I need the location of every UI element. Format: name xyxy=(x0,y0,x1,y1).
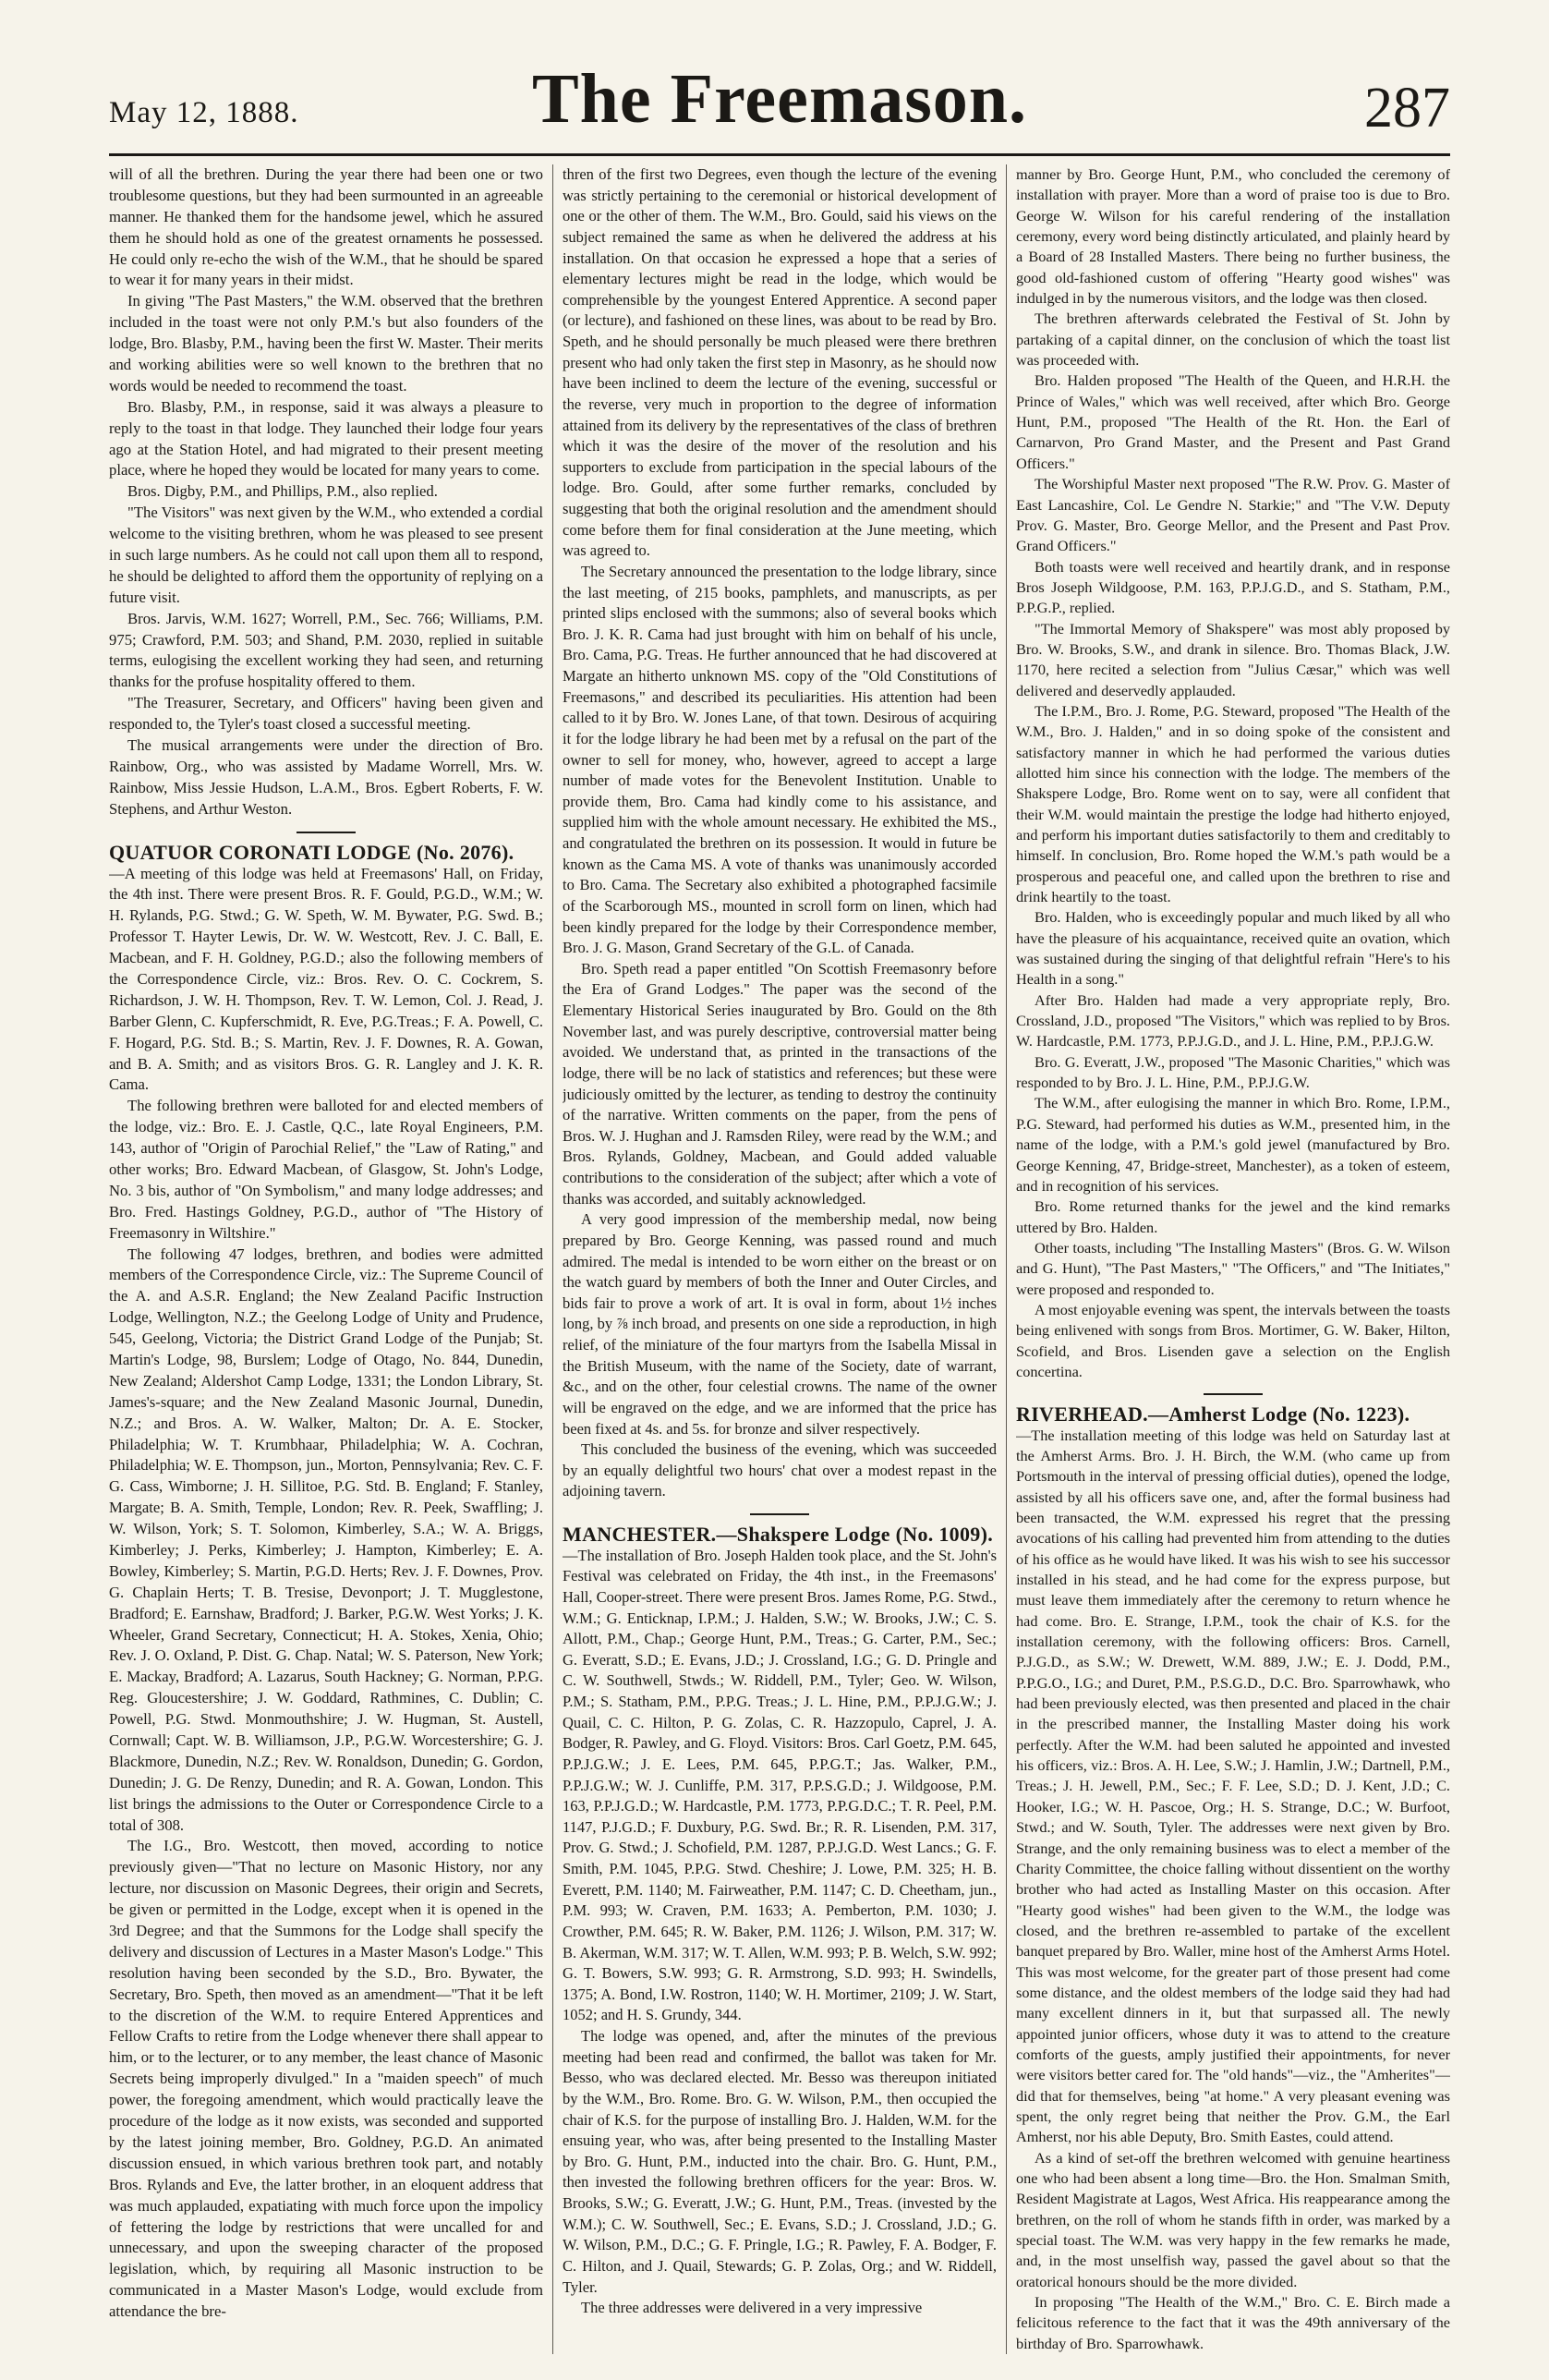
column-1 xyxy=(109,164,543,2354)
paragraph: The Secretary announced the presentation to the lodge library, since the last meeting, of 215 books, pamphlets, and manuscripts, as per printed slips enclosed with the summons; also of several books which Bro. J. K. R. Cama had just brought with him on behalf of his uncle, Bro. Cama, P.G. Treas. He further announced that he had discovered at Margate an hitherto unknown MS. copy of the "Old Constitutions of Freemasons," and described its peculiarities. His attention had been called to it by Bro. W. Jones Lane, of that town. Desirous of acquiring it for the lodge library he had been met by a refusal on the part of the owner to sell for money, who, however, agreed to accept a large number of made votes for the Benevolent Institution. Unable to provide them, Bro. Cama had kindly come to his assistance, and supplied him with the whole amount necessary. He exhibited the MS., and congratulated the brethren on its possession. It would in future be known as the Cama MS. A vote of thanks was unanimously accorded to Bro. Cama. The Secretary also exhibited a photographed facsimile of the Scarborough MS., mounted in scroll form on linen, which had been kindly prepared for the lodge by their Correspondence member, Bro. J. G. Mason, Grand Secretary of the G.L. of Canada. xyxy=(563,562,997,957)
paragraph: Bro. G. Everatt, J.W., proposed "The Masonic Charities," which was responded to by Bro. J. L. Hine, P.M., P.P.J.G.W. xyxy=(1016,1052,1450,1092)
paragraph: The brethren afterwards celebrated the Festival of St. John by partaking of a capital dinner, on the conclusion of which the toast list was proceeded with. xyxy=(1016,310,1450,370)
section-separator xyxy=(1204,1393,1263,1395)
paragraph: This concluded the business of the evening, which was succeeded by an equally delightful two hours' chat over a modest repast in the adjoining tavern. xyxy=(563,1440,997,1500)
section-separator xyxy=(296,832,356,833)
paragraph: The following 47 lodges, brethren, and bodies were admitted members of the Correspondence Circle, viz.: The Supreme Council of the A. and A.S.R. England; the New Zealand Pacific Instruction Lodge, Wellington, N.Z.; the Geelong Lodge of Unity and Prudence, 545, Geelong, Victoria; the District Grand Lodge of the Punjab; St. Martin's Lodge, 98, Burslem; Lodge of Otago, No. 844, Dunedin, New Zealand; Aldershot Camp Lodge, 1331; the London Library, St. James's-square; and the New Zealand Masonic Journal, Dunedin, N.Z.; and Bros. A. W. Walker, Malton; Dr. A. E. Stocker, Philadelphia; W. T. Krumbhaar, Philadelphia; W. A. Cochran, Philadelphia; W. E. Thompson, jun., Morton, Pennsylvania; Rev. C. F. G. Cass, Wimborne; J. H. Sillitoe, P.G. Std. B. England; F. Stanley, Margate; B. A. Smith, Temple, London; Rev. R. Peek, Swaffling; J. W. Wilson, York; S. T. Solomon, Kimberley, S.A.; W. A. Briggs, Kimberley; J. Perks, Kimberley; J. Hampton, Kimberley; E. A. Bowley, Kimberley; S. Martin, P.G.D. Herts; Rev. J. F. Downes, Prov. G. Chaplain Herts; T. B. Tresise, Devonport; J. T. Mugglestone, Bradford; E. Earnshaw, Bradford; J. Barker, P.G.W. West Yorks; J. K. Wheeler, Grand Secretary, Connecticut; H. A. Stokes, Xenia, Ohio; Rev. J. O. Oxland, P. Dist. G. Chap. Natal; W. S. Paterson, New York; E. Mackay, Bradford; A. Lazarus, South Hackney; G. Norman, P.P.G. Reg. Gloucestershire; J. W. Goddard, Rathmines, C. Dublin; C. Powell, P.G. Stwd. Monmouthshire; J. W. Hugman, St. Austell, Cornwall; Capt. W. B. Williamson, J.P., P.G.W. Worcestershire; G. J. Blackmore, Dunedin, N.Z.; Rev. W. Ronaldson, Dunedin; G. Gordon, Dunedin; J. G. De Renzy, Dunedin; and R. A. Gowan, London. This list brings the admissions to the Outer or Correspondence Circle to a total of 308. xyxy=(109,1245,543,1834)
paragraph: In giving "The Past Masters," the W.M. observed that the brethren included in the toast were not only P.M.'s but also founders of the lodge, Bro. Blasby, P.M., having been the first W. Master. Their merits and working abilities were so well known to the brethren that no words would be needed to recommend the toast. xyxy=(109,292,543,395)
paragraph: thren of the first two Degrees, even though the lecture of the evening was strictly pertaining to the ceremonial or historical development of one or the other of them. The W.M., Bro. Gould, said his views on the subject remained the same as when he delivered the address at his installation. On that occasion he expressed a hope that a series of elementary lectures might be read in the lodge, which would be comprehensible by the youngest Entered Apprentice. A second paper (or lecture), and fashioned on these lines, was about to be read by Bro. Speth, and he should personally be much pleased were there brethren present who had only taken the first step in Masonry, as he should now have been inclined to deem the lecture of the evening, successful or the reverse, very much in proportion to the degree of information attained from its delivery by the representatives of the class of brethren which it was the desire of the mover of the resolution and his supporters to exclude from participation in the special labours of the lodge. Bro. Gould, after some further remarks, concluded by suggesting that both the original resolution and the amendment should come before them for final consideration at the June meeting, which was agreed to. xyxy=(563,165,997,560)
paragraph: In proposing "The Health of the W.M.," Bro. C. E. Birch made a felicitous reference to the fact that it was the 49th anniversary of the birthday of Bro. Sparrowhawk. xyxy=(1016,2293,1450,2352)
paragraph: —The installation of Bro. Joseph Halden took place, and the St. John's Festival was celebrated on Friday, the 4th inst., in the Freemasons' Hall, Cooper-street. There were present Bros. James Rome, P.G. Stwd., W.M.; G. Enticknap, I.P.M.; J. Halden, S.W.; W. Brooks, J.W.; C. S. Allott, P.M., Chap.; George Hunt, P.M., Treas.; G. Carter, P.M., Sec.; G. Everatt, S.D.; E. Evans, J.D.; J. Crossland, I.G.; G. D. Pringle and C. W. Southwell, Stwds.; W. Riddell, P.M., Tyler; Geo. W. Wilson, P.M.; S. Statham, P.M., P.P.G. Treas.; J. L. Hine, P.M., P.P.J.G.W.; J. Quail, C. C. Hilton, P. G. Zolas, C. R. Hazzopulo, Caprel, J. A. Bodger, R. Pawley, and G. Floyd. Visitors: Bros. Carl Goetz, P.M. 645, P.P.J.G.W.; J. E. Lees, P.M. 645, P.P.G.T.; Jas. Walker, P.M., P.P.J.G.W.; W. J. Cunliffe, P.M. 317, P.P.S.G.D.; J. Wildgoose, P.M. 163, P.P.J.G.D.; W. Hardcastle, P.M. 1773, P.P.G.D.C.; T. R. Peel, P.M. 1147, P.J.G.D.; F. Duxbury, P.G. Swd. Br.; R. R. Lisenden, P.M. 317, Prov. G. Stwd.; J. Schofield, P.M. 1287, P.P.J.G.D. West Lancs.; G. F. Smith, P.M. 1045, P.P.G. Stwd. Cheshire; J. Lowe, P.M. 325; H. B. Everett, P.M. 1140; M. Fairweather, P.M. 1147; C. D. Cheetham, jun., P.M. 993; W. Craven, P.M. 1633; A. Pemberton, P.M. 1030; J. Crowther, P.M. 645; R. W. Baker, P.M. 1126; J. Wilson, P.M. 317; W. B. Akerman, W.M. 317; W. T. Allen, W.M. 993; P. B. Welch, S.W. 992; G. T. Bowers, S.W. 993; G. R. Armstrong, S.D. 993; H. Swindells, 1375; A. Bond, I.W. Rostron, 1140; W. H. Mortimer, 2109; J. W. Start, 1052; and H. S. Grundy, 344. xyxy=(563,1546,997,2024)
paragraph: The W.M., after eulogising the manner in which Bro. Rome, I.P.M., P.G. Steward, had performed his duties as W.M., presented him, in the name of the lodge, with a P.M.'s gold jewel (manufactured by Bro. George Kenning, 47, Bridge-street, Manchester), as a token of esteem, and in recognition of his services. xyxy=(1016,1094,1450,1195)
paragraph: "The Treasurer, Secretary, and Officers" having been given and responded to, the Tyler's toast closed a successful meeting. xyxy=(109,694,543,734)
newspaper-title: The Freemason. xyxy=(531,60,1028,138)
paragraph: Both toasts were well received and heartily drank, and in response Bros Joseph Wildgoose, P.M. 163, P.P.J.G.D., and S. Statham, P.M., P.P.G.P., replied. xyxy=(1016,557,1450,617)
section-heading: QUATUOR CORONATI LODGE (No. 2076). xyxy=(109,840,514,864)
paragraph: Other toasts, including "The Installing Masters" (Bros. G. W. Wilson and G. Hunt), "The Past Masters," "The Officers," and "The Initiates," were proposed and responded to. xyxy=(1016,1238,1450,1298)
paragraph: Bros. Jarvis, W.M. 1627; Worrell, P.M., Sec. 766; Williams, P.M. 975; Crawford, P.M. 503; and Shand, P.M. 2030, replied in suitable terms, eulogising the excellent working they had seen, and returning thanks for the profuse hospitality offered to them. xyxy=(109,609,543,691)
paragraph: Bros. Digby, P.M., and Phillips, P.M., also replied. xyxy=(127,482,438,501)
paragraph: Bro. Rome returned thanks for the jewel and the kind remarks uttered by Bro. Halden. xyxy=(1016,1197,1450,1236)
column-divider xyxy=(1006,164,1007,2354)
page-number: 287 xyxy=(1364,77,1450,140)
paragraph: A very good impression of the membership medal, now being prepared by Bro. George Kenning, was passed round and much admired. The medal is intended to be worn either on the breast or on the watch guard by members of both the Inner and Outer Circles, and bids fair to prove a work of art. It is oval in form, about 1½ inches long, by ⅞ inch broad, and presents on one side a reproduction, in high relief, of the miniature of the four martyrs from the Isabella Missal in the British Museum, with the name of the Society, date of warrant, &c., and on the other, four celestial crowns. The name of the owner will be engraved on the edge, and we are informed that the price has been fixed at 4s. and 5s. for bronze and silver respectively. xyxy=(563,1210,997,1438)
paragraph: The three addresses were delivered in a very impressive xyxy=(581,2299,923,2317)
paragraph: The I.G., Bro. Westcott, then moved, according to notice previously given—"That no lecture on Masonic History, nor any lecture, nor discussion on Masonic Degrees, their origin and Secrets, be given or permitted in the Lodge, except when it is opened in the 3rd Degree; and that the Summons for the Lodge shall specify the delivery and discussion of Lectures in a Master Mason's Lodge." This resolution having been seconded by the S.D., Bro. Bywater, the Secretary, Bro. Speth, then moved as an amendment—"That it be left to the discretion of the W.M. to require Entered Apprentices and Fellow Crafts to retire from the Lodge whenever there shall appear to him, or to the lecturer, or to any member, the least chance of Masonic Secrets being improperly divulged." In a "maiden speech" of much power, the foregoing amendment, which would practically leave the procedure of the lodge as it now exists, was seconded and supported by the latest joining member, Bro. Goldney, P.G.D. An animated discussion ensued, in which various brethren took part, and notably Bros. Rylands and Eve, the latter brother, in an eloquent address that was much applauded, expatiating with much force upon the impolicy of fettering the lodge by restrictions that were uncalled for and unnecessary, and upon the sweeping character of the proposed legislation, which, by requiring all Masonic instruction to be communicated in a Master Mason's Lodge, would exclude from attendance the bre- xyxy=(109,1837,543,2321)
issue-date: May 12, 1888. xyxy=(109,96,299,129)
paragraph: "The Visitors" was next given by the W.M., who extended a cordial welcome to the visiting brethren, whom he was pleased to see present in such large numbers. As he could not call upon them all to respond, he should be delighted to afford them the opportunity of replying on a future visit. xyxy=(109,504,543,606)
paragraph: After Bro. Halden had made a very appropriate reply, Bro. Crossland, J.D., proposed "The Visitors," which was replied to by Bros. W. Hardcastle, P.M. 1773, P.P.J.G.D., and J. L. Hine, P.M., P.P.J.G.W. xyxy=(1016,990,1450,1050)
masthead xyxy=(109,52,1450,156)
article-columns xyxy=(109,164,1450,2354)
paragraph: "The Immortal Memory of Shakspere" was most ably proposed by Bro. W. Brooks, S.W., and drank in silence. Bro. Thomas Black, J.W. 1170, here recited a selection from "Julius Cæsar," which was well delivered and deservedly applauded. xyxy=(1016,619,1450,699)
paragraph: manner by Bro. George Hunt, P.M., who concluded the ceremony of installation with prayer. More than a word of praise too is due to Bro. George W. Wilson for his careful rendering of the installation ceremony, every word being distinctly articulated, and plainly heard by a Board of 28 Installed Masters. There being no further business, the good old-fashioned custom of offering "Hearty good wishes" was indulged in by the numerous visitors, and the lodge was then closed. xyxy=(1016,165,1450,308)
paragraph: Bro. Halden proposed "The Health of the Queen, and H.R.H. the Prince of Wales," which was well received, after which Bro. George Hunt, P.M., proposed "The Health of the Rt. Hon. the Earl of Carnarvon, Pro Grand Master, and the Present and Past Grand Officers." xyxy=(1016,371,1450,472)
section-separator xyxy=(750,1513,809,1515)
paragraph: will of all the brethren. During the year there had been one or two troublesome questions, but they had been surmounted in an agreeable manner. He thanked them for the handsome jewel, which he assured them he should hold as one of the greatest ornaments he possessed. He could only re-echo the wish of the W.M., that he should be spared to wear it for many years in their midst. xyxy=(109,165,543,289)
paragraph: The following brethren were balloted for and elected members of the lodge, viz.: Bro. E. J. Castle, Q.C., late Royal Engineers, P.M. 143, author of "Origin of Parochial Relief," the "Law of Rating," and other works; Bro. Edward Macbean, of Glasgow, St. John's Lodge, No. 3 bis, author of "On Symbolism," and many lodge addresses; and Bro. Fred. Hastings Goldney, P.G.D., author of "The History of Freemasonry in Wiltshire." xyxy=(109,1097,543,1242)
column-3 xyxy=(1016,164,1450,2354)
paragraph: Bro. Halden, who is exceedingly popular and much liked by all who have the pleasure of his acquaintance, received quite an ovation, which was sustained during the singing of that delightful refrain "Here's to his Health in a song." xyxy=(1016,908,1450,989)
paragraph: Bro. Blasby, P.M., in response, said it was always a pleasure to reply to the toast in that lodge. They launched their lodge four years ago at the Station Hotel, and had migrated to their present meeting place, where he hoped they would be located for many years to come. xyxy=(109,397,543,480)
section-heading: RIVERHEAD.—Amherst Lodge (No. 1223). xyxy=(1016,1402,1410,1427)
paragraph: The Worshipful Master next proposed "The R.W. Prov. G. Master of East Lancashire, Col. Le Gendre N. Starkie;" and "The V.W. Deputy Prov. G. Master, Bro. George Mellor, and the Present and Past Prov. Grand Officers." xyxy=(1016,475,1450,555)
column-2 xyxy=(563,164,997,2354)
paragraph: As a kind of set-off the brethren welcomed with genuine heartiness one who had been absent a long time—Bro. the Hon. Smalman Smith, Resident Magistrate at Lagos, West Africa. His reappearance among the brethren, on the roll of whom he stands fifth in order, was marked by a special toast. The W.M. was very happy in the few remarks he made, and, in the most unselfish way, passed the gavel about so that the oratorical honours should be the more divided. xyxy=(1016,2148,1450,2290)
paragraph: Bro. Speth read a paper entitled "On Scottish Freemasonry before the Era of Grand Lodges." The paper was the second of the Elementary Historical Series inaugurated by Bro. Gould on the 8th November last, and was purely descriptive, controversial matter being avoided. We understand that, as printed in the transactions of the lodge, there will be no lack of statistics and references; but these were judiciously omitted by the lecturer, as tending to destroy the continuity of the narrative. Written comments on the paper, from the pens of Bros. W. J. Hughan and J. Ramsden Riley, were read by the W.M.; and Bros. Rylands, Goldney, Macbean, and Gould added valuable contributions to the consideration of the subject; after which a vote of thanks was accorded, and suitably acknowledged. xyxy=(563,959,997,1208)
section-heading: MANCHESTER.—Shakspere Lodge (No. 1009). xyxy=(563,1523,993,1546)
paragraph: —The installation meeting of this lodge was held on Saturday last at the Amherst Arms. Bro. J. H. Birch, the W.M. (who came up from Portsmouth in the interval of pressing official duties), opened the lodge, assisted by all his officers save one, and, after the formal business had been transacted, the W.M. expressed his regret that the pressing avocations of his calling had prevented him from attending to the duties of his office as he would have liked. It was his wish to see his successor installed in his stead, and he had come for the express purpose, but must leave them immediately after the ceremony to return whence he had come. Bro. E. Strange, I.P.M., took the chair of K.S. for the installation ceremony, with the following officers: Bros. Carnell, P.J.G.D., as S.W.; W. Drewett, W.M. 889, J.W.; E. J. Dodd, P.M., P.P.G.O., I.G.; and Duret, P.M., P.S.G.D., D.C. Bro. Sparrowhawk, who had been previously elected, was then presented and placed in the chair in the prescribed manner, the Installing Master doing his work perfectly. After the W.M. had been saluted he appointed and invested his officers, viz.: Bros. A. H. Lee, S.W.; J. Hamlin, J.W.; Dartnell, P.M., Treas.; J. H. Jewell, P.M., Sec.; F. F. Lee, S.D.; D. J. Kent, J.D.; C. Hooker, I.G.; W. H. Pascoe, Org.; H. S. Strange, D.C.; W. Burfoot, Stwd.; and W. South, Tyler. The addresses were next given by Bro. Strange, and the only remaining business was to elect a member of the Charity Committee, the choice falling without dissentient on the worthy brother who had acted as Installing Master on this occasion. After "Hearty good wishes" had been given to the W.M., the lodge was closed, and the brethren re-assembled to partake of the excellent banquet prepared by Bro. Waller, mine host of the Amherst Arms Hotel. This was most welcome, for the greater part of those present had come some distance, and the oldest members of the lodge said they had had many excellent dinners in it, but that surpassed all. The newly appointed junior officers, whose duty it was to attend to the creature comforts of the guests, amply justified their appointments, for never were visitors better cared for. The "old hands"—viz., the "Amherites"—did that for themselves, being "at home." A very pleasant evening was spent, the only regret being that neither the Prov. G.M., the Earl Amherst, nor his able Deputy, Bro. Smith Eastes, could attend. xyxy=(1016,1426,1450,2146)
paragraph: The musical arrangements were under the direction of Bro. Rainbow, Org., who was assisted by Madame Worrell, Mrs. W. Rainbow, Miss Jessie Hudson, L.A.M., Bros. Egbert Roberts, F. W. Stephens, and Arthur Weston. xyxy=(109,736,543,818)
paragraph: —A meeting of this lodge was held at Freemasons' Hall, on Friday, the 4th inst. There were present Bros. R. F. Gould, P.G.D., W.M.; W. H. Rylands, P.G. Stwd.; G. W. Speth, W. M. Bywater, P.G. Swd. B.; Professor T. Hayter Lewis, Dr. W. W. Westcott, Rev. J. C. Ball, E. Macbean, and F. H. Goldney, P.G.D.; also the following members of the Correspondence Circle, viz.: Bros. Rev. O. C. Cockrem, S. Richardson, J. W. H. Thompson, Rev. T. W. Lemon, Col. J. Read, J. Barber Glenn, C. Kupferschmidt, R. Eve, P.G.Treas.; F. A. Powell, C. F. Hogard, P.G. Std. B.; S. Martin, Rev. J. F. Downes, R. A. Gowan, and B. A. Smith; and as visitors Bros. G. R. Langley and J. K. R. Cama. xyxy=(109,864,543,1094)
paragraph: The lodge was opened, and, after the minutes of the previous meeting had been read and confirmed, the ballot was taken for Mr. Besso, who was declared elected. Mr. Besso was thereupon initiated by the W.M., Bro. Rome. Bro. G. W. Wilson, P.M., then occupied the chair of K.S. for the purpose of installing Bro. J. Halden, W.M. for the ensuing year, who was, after being presented to the Installing Master by Bro. G. Hunt, P.M., inducted into the chair. Bro. G. Hunt, P.M., then invested the following brethren officers for the year: Bros. W. Brooks, S.W.; G. Everatt, J.W.; G. Hunt, P.M., Treas. (invested by the W.M.); C. W. Southwell, Sec.; E. Evans, S.D.; J. Crossland, J.D.; G. W. Wilson, P.M., D.C.; G. F. Pringle, I.G.; R. Pawley, F. A. Bodger, F. C. Hilton, and J. Quail, Stewards; G. P. Zolas, Org.; and W. Riddell, Tyler. xyxy=(563,2027,997,2296)
column-divider xyxy=(552,164,553,2354)
paragraph: A most enjoyable evening was spent, the intervals between the toasts being enlivened with songs from Bros. Mortimer, G. W. Baker, Hilton, Scofield, and Bros. Lisenden gave a selection on the English concertina. xyxy=(1016,1300,1450,1380)
paragraph: The I.P.M., Bro. J. Rome, P.G. Steward, proposed "The Health of the W.M., Bro. J. Halden," and in so doing spoke of the consistent and satisfactory manner in which he had performed the various duties allotted him since his connection with the lodge. The members of the Shakspere Lodge, Bro. Rome went on to say, were all confident that their W.M. would maintain the prestige the lodge had hitherto enjoyed, and perform his important duties satisfactorily to them and creditably to himself. In conclusion, Bro. Rome hoped the W.M.'s path would be a prosperous and peaceful one, and called upon the brethren to rise and drink heartily to the toast. xyxy=(1016,701,1450,906)
